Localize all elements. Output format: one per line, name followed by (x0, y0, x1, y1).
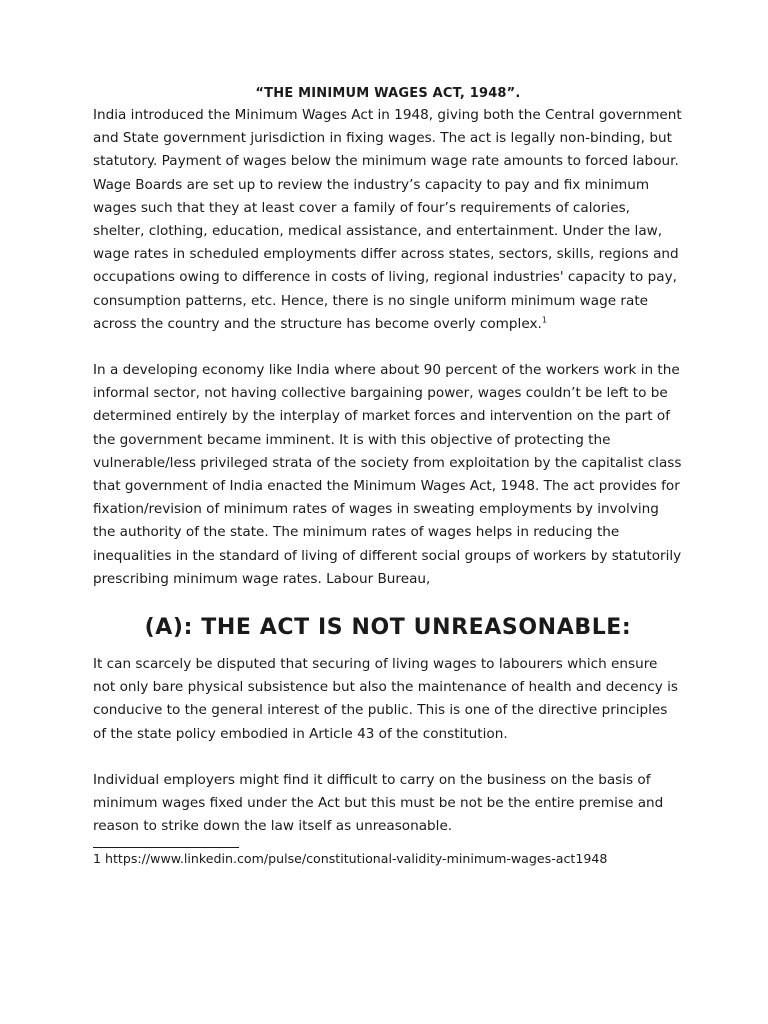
section-heading: (A): THE ACT IS NOT UNREASONABLE: (144, 615, 632, 641)
paragraph-introduction-text: India introduced the Minimum Wages Act in 1948, giving both the Central government and State government jurisdiction in fixing wages. The act is legally non-binding, but statutory. Payment of wages below the minimum wage rate amounts to forced labour. Wage Boards are set up to review the industry’s capacity to pay and fix minimum wages such that they at least cover a family of four’s requirements of calories, shelter, clothing, education, medical assistance, and entertainment. Under the law, wage rates in scheduled employments differ across states, sectors, skills, regions and occupations owing to difference in costs of living, regional industries' capacity to pay, consumption patterns, etc. Hence, there is no single uniform minimum wage rate across the country and the structure has become overly complex. (93, 107, 682, 332)
document-page (93, 84, 683, 869)
paragraph-spacer (93, 746, 683, 769)
paragraph-employers: Individual employers might find it difficult to carry on the business on the basis of minimum wages fixed under the Act but this must be not be the entire premise and reason to strike down the law itself as unreasonable. (93, 771, 664, 835)
paragraph-reasonableness: It can scarcely be disputed that securing of living wages to labourers which ensure not only bare physical subsistence but also the maintenance of health and decency is conducive to the general interest of the public. This is one of the directive principles of the state policy embodied in Article 43 of the constitution. (93, 656, 678, 742)
paragraph-spacer (93, 336, 683, 359)
footnote-text[interactable]: 1 https://www.linkedin.com/pulse/constitutional-validity-minimum-wages-act1948 (93, 851, 608, 867)
paragraph-introduction (93, 104, 683, 336)
footnote-marker[interactable]: 1 (541, 315, 547, 325)
paragraph-background: In a developing economy like India where about 90 percent of the workers work in the informal sector, not having collective bargaining power, wages couldn’t be left to be determined entirely by the interplay of market forces and intervention on the part of the government became imminent. It is with this objective of protecting the vulnerable/less privileged strata of the society from exploitation by the capitalist class that government of India enacted the Minimum Wages Act, 1948. The act provides for fixation/revision of minimum rates of wages in sweating employments by involving the authority of the state. The minimum rates of wages helps in reducing the inequalities in the standard of living of different social groups of workers by statutorily prescribing minimum wage rates. Labour Bureau, (93, 362, 682, 587)
document-title: “THE MINIMUM WAGES ACT, 1948”. (255, 86, 521, 101)
footnote-separator (93, 847, 239, 848)
